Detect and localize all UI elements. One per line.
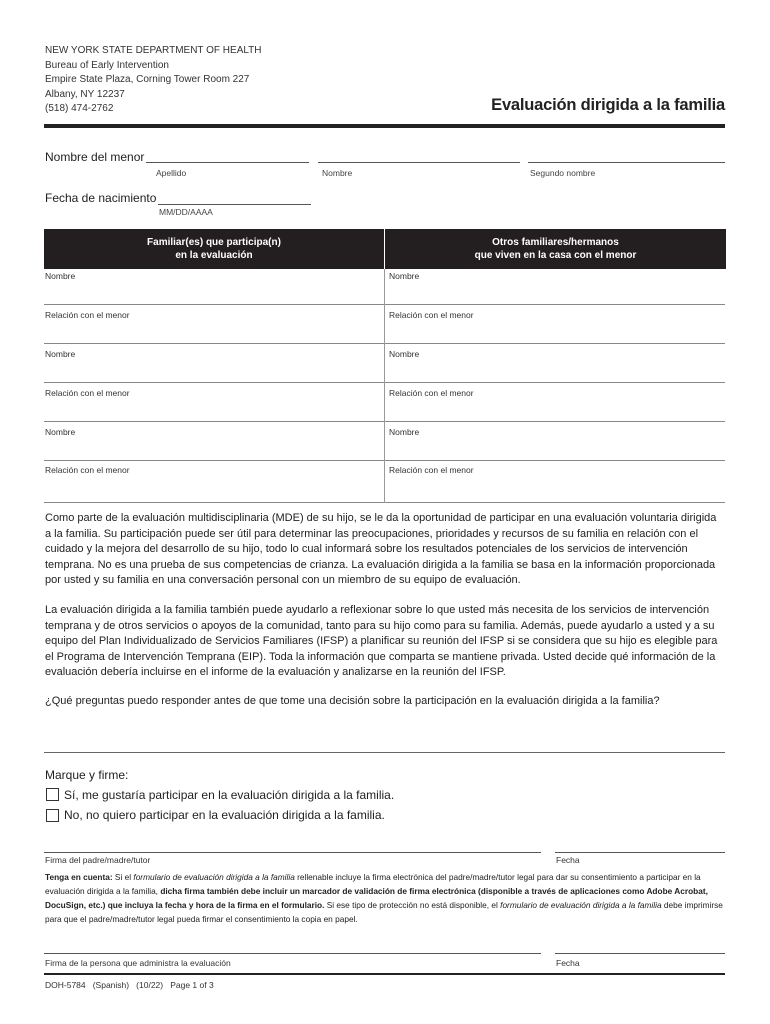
intro-paragraph-2: La evaluación dirigida a la familia también puede ayudarlo a reflexionar sobre lo que usted más necesita de los servicios de intervención temprana y de otros servicios o apoyos de la comunidad, tanto para su hijo como para su familia. Además, puede ayudarlo a usted y a su equipo del Plan Individualizado de Servicios Familiares (IFSP) a planificar su reunión del IFSP si se considera que su hijo es elegible para el Programa de Intervención Temprana (EIP). Toda la información que comparta se mantiene privada. Usted decide qué información de la evaluación debería incluirse en el informe de la evaluación y analizarse en la reunión del IFSP. xyxy=(45,604,718,678)
dob-label: Fecha de nacimiento xyxy=(45,191,157,205)
right-name-field-2[interactable] xyxy=(385,382,725,383)
dob-format-caption: MM/DD/AAAA xyxy=(159,207,213,217)
child-name-label: Nombre del menor xyxy=(45,150,145,164)
org-line: (518) 474-2762 xyxy=(45,103,114,114)
page-title: Evaluación dirigida a la familia xyxy=(491,96,725,114)
left-relation-field-1[interactable] xyxy=(44,343,384,344)
left-name-label-3: Nombre xyxy=(45,427,76,437)
intro-paragraph-1: Como parte de la evaluación multidisciplinaria (MDE) de su hijo, se le da la oportunidad de participar en una evaluación voluntaria dirigida a la familia. Su participación puede ser útil para determinar las preocupaciones, prioridades y recursos de su familia en relación con el cuidado y la mejora del desarrollo de su hijo, todo lo cual informará sobre los resultados potenciales de los servicios de intervención temprana. No es una prueba de sus competencias de crianza. La evaluación dirigida a la familia se basa en la información proporcionada por usted y su familia en una conversación personal con un miembro de su equipo de evaluación. xyxy=(45,512,717,586)
household-header-line1: Otros familiares/hermanos xyxy=(492,237,619,248)
org-line: Empire State Plaza, Corning Tower Room 227 xyxy=(45,74,250,85)
participants-header-line2: en la evaluación xyxy=(175,250,253,261)
right-name-label-3: Nombre xyxy=(389,427,420,437)
household-header-line2: que viven en la casa con el menor xyxy=(474,250,637,261)
household-header xyxy=(384,229,726,269)
note-text-4: debe imprimirse para que el padre/madre/tutor legal pueda firmar el consentimiento la copia en papel. xyxy=(45,900,723,924)
parent-date-label: Fecha xyxy=(556,855,580,865)
left-relation-label-1: Relación con el menor xyxy=(45,310,130,320)
left-name-field-1[interactable] xyxy=(44,304,384,305)
left-name-field-3[interactable] xyxy=(44,460,384,461)
right-relation-label-1: Relación con el menor xyxy=(389,310,474,320)
right-relation-label-2: Relación con el menor xyxy=(389,388,474,398)
right-relation-label-3: Relación con el menor xyxy=(389,465,474,475)
esignature-note xyxy=(45,870,725,926)
first-name-caption: Nombre xyxy=(322,168,353,178)
note-text-3: Si ese tipo de protección no está disponible, el xyxy=(324,900,501,910)
left-name-label-1: Nombre xyxy=(45,271,76,281)
left-relation-field-2[interactable] xyxy=(44,421,384,422)
org-line: NEW YORK STATE DEPARTMENT OF HEALTH xyxy=(45,45,262,56)
note-form-name-2: formulario de evaluación dirigida a la familia xyxy=(500,900,662,910)
question-answer-field[interactable] xyxy=(44,752,725,753)
left-relation-field-3[interactable] xyxy=(44,502,384,503)
middle-name-caption: Segundo nombre xyxy=(530,168,596,178)
note-text-1: Si el xyxy=(112,872,134,882)
right-name-label-2: Nombre xyxy=(389,349,420,359)
admin-signature-label: Firma de la persona que administra la evaluación xyxy=(45,958,231,968)
participants-header-line1: Familiar(es) que participa(n) xyxy=(147,237,281,248)
question-text: ¿Qué preguntas puedo responder antes de que tome una decisión sobre la participación en la evaluación dirigida a la familia? xyxy=(45,695,660,707)
right-relation-field-3[interactable] xyxy=(385,502,725,503)
note-bold-text: dicha firma también debe incluir un marcador de validación de firma electrónica (disponible a través de aplicaciones como Adobe Acrobat, DocuSign, etc.) que incluya la fecha y hora de la firma en el formulario. xyxy=(45,886,708,910)
org-line: Bureau of Early Intervention xyxy=(45,59,169,71)
mark-and-sign-label: Marque y firme: xyxy=(45,768,129,782)
form-id: DOH-5784 (Spanish) (10/22) Page 1 of 3 xyxy=(45,980,214,990)
left-name-label-2: Nombre xyxy=(45,349,76,359)
parent-date-field[interactable] xyxy=(555,852,725,853)
participants-header xyxy=(44,229,384,269)
admin-date-field[interactable] xyxy=(555,953,725,954)
admin-date-label: Fecha xyxy=(556,958,580,968)
header-rule xyxy=(44,124,725,128)
consent-yes-label: Sí, me gustaría participar en la evaluación dirigida a la familia. xyxy=(64,788,395,802)
left-relation-label-2: Relación con el menor xyxy=(45,388,130,398)
right-name-field-1[interactable] xyxy=(385,304,725,305)
last-name-caption: Apellido xyxy=(156,168,187,178)
middle-name-field[interactable] xyxy=(528,162,725,163)
consent-no-label: No, no quiero participar en la evaluación dirigida a la familia. xyxy=(64,808,385,822)
right-relation-field-1[interactable] xyxy=(385,343,725,344)
consent-no-checkbox[interactable] xyxy=(46,809,59,822)
footer-rule xyxy=(44,973,725,975)
parent-signature-field[interactable] xyxy=(44,852,541,853)
note-text-2: rellenable incluye la firma electrónica del padre/madre/tutor legal para dar su consentimiento a participar en la evaluación dirigida a la familia, xyxy=(45,872,701,896)
first-name-field[interactable] xyxy=(318,162,520,163)
parent-signature-label: Firma del padre/madre/tutor xyxy=(45,855,151,865)
org-line: Albany, NY 12237 xyxy=(45,88,125,100)
left-relation-label-3: Relación con el menor xyxy=(45,465,130,475)
right-relation-field-2[interactable] xyxy=(385,421,725,422)
admin-signature-field[interactable] xyxy=(44,953,541,954)
consent-yes-checkbox[interactable] xyxy=(46,788,59,801)
right-name-field-3[interactable] xyxy=(385,460,725,461)
org-address xyxy=(45,44,262,117)
note-lead: Tenga en cuenta: xyxy=(45,872,113,882)
dob-field[interactable] xyxy=(158,204,311,205)
right-name-label-1: Nombre xyxy=(389,271,420,281)
left-name-field-2[interactable] xyxy=(44,382,384,383)
note-form-name: formulario de evaluación dirigida a la familia xyxy=(133,872,295,882)
last-name-field[interactable] xyxy=(146,162,309,163)
